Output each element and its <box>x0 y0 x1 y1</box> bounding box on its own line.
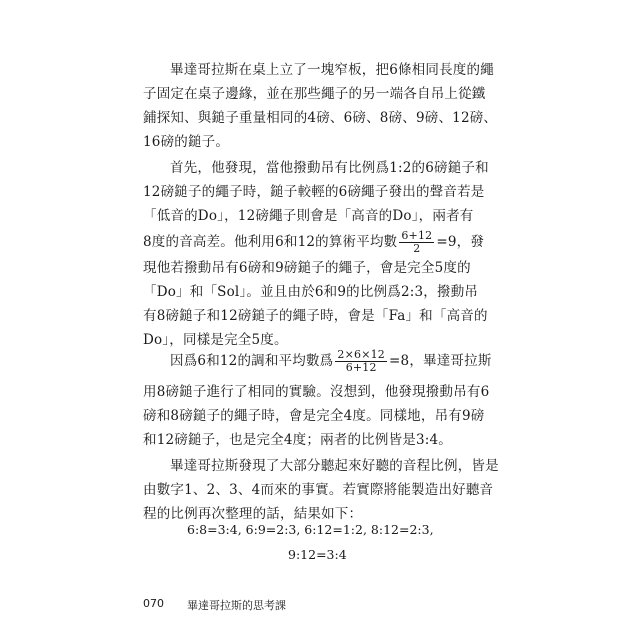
paragraph-1-line: 子固定在桌子邊緣，並在那些繩子的另一端各自吊上從鐵 <box>143 86 486 102</box>
paragraph-3-line: 磅和8磅鎚子的繩子時，會是完全4度。同樣地，吊有9磅 <box>143 408 485 424</box>
paragraph-2-line: 「低音的Do」，12磅繩子則會是「高音的Do」，兩者有 <box>143 208 474 224</box>
text-after-fraction: =8，畢達哥拉斯 <box>389 353 492 369</box>
arithmetic-mean-fraction <box>399 230 434 255</box>
page-number: 070 <box>143 597 164 610</box>
paragraph-4-line: 由數字1、2、3、4而來的事實。若實際將能製造出好聽音 <box>143 482 494 498</box>
running-title: 畢達哥拉斯的思考課 <box>187 599 286 612</box>
paragraph-4-line: 程的比例再次整理的話，結果如下： <box>143 506 363 522</box>
fraction-denominator: 2 <box>413 242 421 255</box>
paragraph-2-line: 現他若撥動吊有6磅和9磅鎚子的繩子，會是完全5度的 <box>143 260 471 276</box>
paragraph-1-line: 鋪探知、與鎚子重量相同的4磅、6磅、8磅、9磅、12磅、 <box>143 110 498 126</box>
paragraph-2-line: 首先，他發現，當他撥動吊有比例爲1:2的6磅鎚子和 <box>170 160 489 176</box>
paragraph-3-line: 和12磅鎚子，也是完全4度；兩者的比例皆是3:4。 <box>143 432 452 448</box>
ratio-list-line: 6:8=3:4, 6:9=2:3, 6:12=1:2, 8:12=2:3, <box>187 522 434 537</box>
paragraph-2-line: Do」，同樣是完全5度。 <box>143 332 288 348</box>
paragraph-4-line: 畢達哥拉斯發現了大部分聽起來好聽的音程比例，皆是 <box>170 458 499 474</box>
paragraph-1-line: 16磅的鎚子。 <box>143 134 230 150</box>
fraction-denominator: 6+12 <box>345 361 377 374</box>
fraction-numerator: 6+12 <box>401 229 433 242</box>
ratio-list-line: 9:12=3:4 <box>288 547 347 562</box>
paragraph-1-line: 畢達哥拉斯在桌上立了一塊窄板，把6條相同長度的繩 <box>170 62 494 78</box>
paragraph-2-line-with-fraction <box>143 230 488 254</box>
text-after-fraction: =9，發 <box>436 234 485 250</box>
fraction-numerator: 2×6×12 <box>337 348 386 361</box>
paragraph-3-line-with-fraction <box>170 344 492 378</box>
paragraph-2-line: 有8磅鎚子和12磅鎚子的繩子時，會是「Fa」和「高音的 <box>143 308 488 324</box>
text-before-fraction: 8度的音高差。他利用6和12的算術平均數 <box>143 234 398 250</box>
text-before-fraction: 因爲6和12的調和平均數爲 <box>170 353 334 369</box>
paragraph-2-line: 12磅鎚子的繩子時，鎚子較輕的6磅繩子發出的聲音若是 <box>143 184 485 200</box>
paragraph-2-line: 「Do」和「Sol」。並且由於6和9的比例爲2:3，撥動吊 <box>143 284 479 300</box>
harmonic-mean-fraction <box>335 349 387 374</box>
paragraph-3-line: 用8磅鎚子進行了相同的實驗。沒想到，他發現撥動吊有6 <box>143 384 490 400</box>
